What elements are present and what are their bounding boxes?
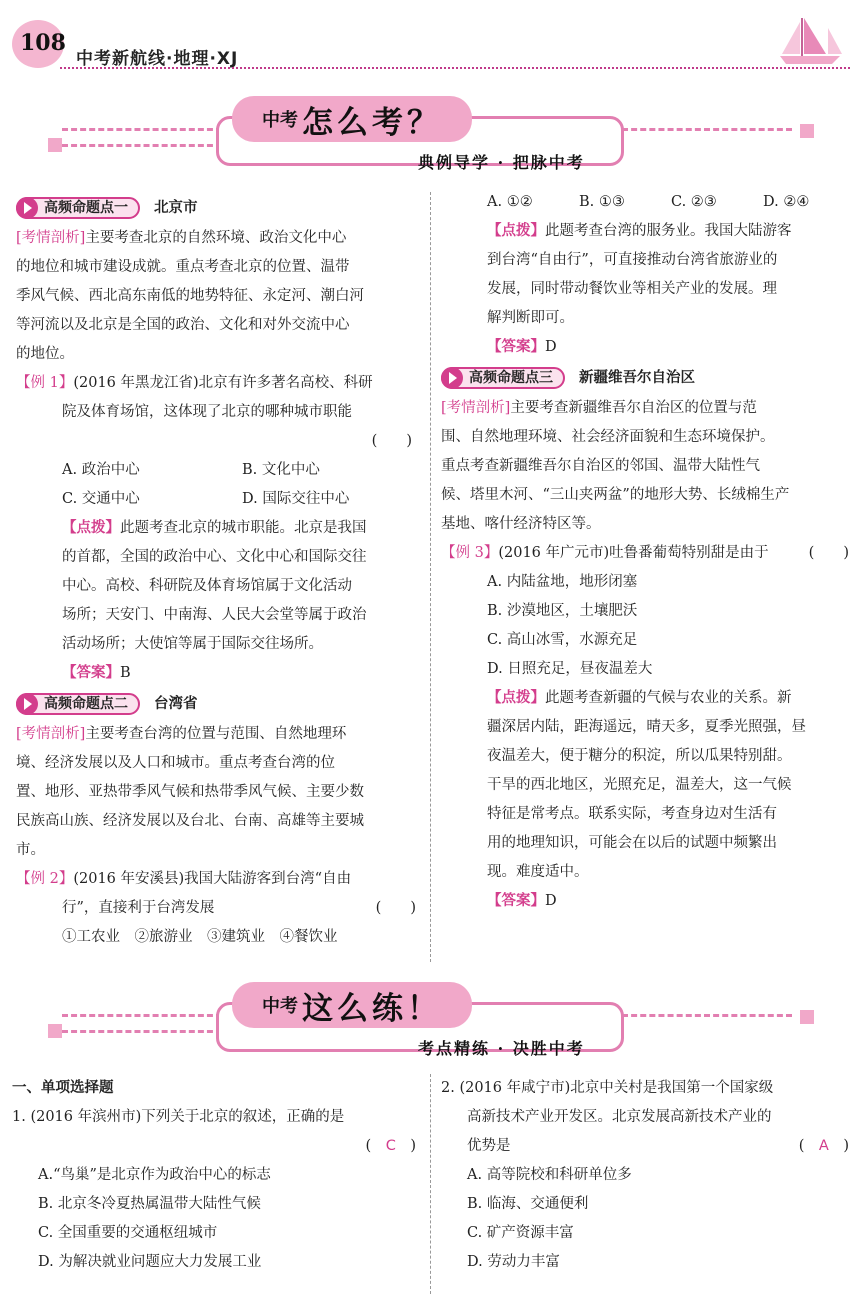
text-line: 置、地形、亚热带季风气候和热带季风气候、主要少数: [16, 784, 364, 800]
analysis-tag: [考情剖析]: [441, 400, 511, 416]
answer-value: C: [385, 1138, 396, 1154]
text-line: 民族高山族、经济发展以及台北、台南、高雄等主要城: [16, 813, 364, 829]
option: C. 矿产资源丰富: [467, 1225, 574, 1241]
option: A. 内陆盆地，地形闭塞: [487, 574, 638, 590]
options-row: [441, 188, 849, 217]
text-line: (2016 年安溪县)我国大陆游客到台湾“自由: [73, 871, 352, 887]
question-2: 2. (2016 年咸宁市)北京中关村是我国第一个国家级: [441, 1080, 774, 1096]
option: B. 文化中心: [242, 462, 320, 478]
option: C. 全国重要的交通枢纽城市: [38, 1225, 218, 1241]
options-row: [16, 456, 416, 485]
left-column: [16, 192, 416, 952]
hint-tag: 【点拨】: [62, 520, 120, 536]
option: D. 劳动力丰富: [467, 1254, 560, 1270]
topic-heading-3: [441, 364, 849, 392]
answer-value: D: [545, 893, 557, 909]
topic-pill: [441, 367, 565, 389]
text-line: 特征是常考点。联系实际，考查身边对生活有: [487, 806, 777, 822]
option: B. 临海、交通便利: [467, 1196, 589, 1212]
text-line: (2016 年黑龙江省)北京有许多著名高校、科研: [73, 375, 373, 391]
example-tag: 【例 2】: [16, 871, 74, 887]
text-line: 到台湾“自由行”，可直接推动台湾省旅游业的: [487, 252, 778, 268]
banner-small-text: 中考: [262, 110, 298, 131]
text-line: 围、自然地理环境、社会经济面貌和生态环境保护。: [441, 429, 775, 445]
topic-name: 新疆维吾尔自治区: [579, 369, 695, 386]
text-line: 活动场所；大使馆等属于国际交往场所。: [62, 636, 323, 652]
analysis-paragraph: [16, 720, 416, 865]
option: B. 北京冬冷夏热属温带大陆性气候: [38, 1196, 261, 1212]
answer-paren: ( A ): [798, 1138, 849, 1154]
page-number: 108: [20, 30, 66, 56]
topic-name: 台湾省: [154, 695, 198, 712]
text-line: 候、塔里木河、“三山夹两盆”的地形大势、长绒棉生产: [441, 487, 790, 503]
hint-tag: 【点拨】: [487, 690, 545, 706]
text-line: 此题考查北京的城市职能。北京是我国: [120, 520, 367, 536]
option: A.“鸟巢”是北京作为政治中心的标志: [38, 1167, 271, 1183]
option: D. 日照充足，昼夜温差大: [487, 661, 653, 677]
text-line: 市。: [16, 842, 45, 858]
text-line: 疆深居内陆，距海遥远，晴天多，夏季光照强，昼: [487, 719, 806, 735]
option: B. 沙漠地区，土壤肥沃: [487, 603, 638, 619]
right-column: [441, 188, 849, 916]
text-line: 现。难度适中。: [487, 864, 589, 880]
banner-dash-right: [622, 128, 792, 131]
option: D. ②④: [763, 194, 810, 210]
option: A. 高等院校和科研单位多: [467, 1167, 632, 1183]
banner-subtitle: 典例导学 · 把脉中考: [418, 153, 585, 172]
answer-value: D: [545, 339, 557, 355]
banner-square-right: [800, 1010, 814, 1024]
example-tag: 【例 3】: [441, 545, 499, 561]
banner-dash-left: [62, 1014, 222, 1017]
text-line: 境、经济发展以及人口和城市。重点考查台湾的位: [16, 755, 335, 771]
banner-square-right: [800, 124, 814, 138]
answer-tag: 【答案】: [62, 665, 120, 681]
example-1: [16, 369, 416, 688]
book-title: 中考新航线·地理·XJ: [76, 49, 239, 69]
analysis-tag: [考情剖析]: [16, 726, 86, 742]
banner-subtitle: 考点精练 · 决胜中考: [418, 1039, 585, 1058]
banner-square-left: [48, 1024, 62, 1038]
text-line: 用的地理知识，可能会在以后的试题中频繁出: [487, 835, 777, 851]
question-1: 1. (2016 年滨州市)下列关于北京的叙述，正确的是: [12, 1109, 345, 1125]
text-line: 此题考查台湾的服务业。我国大陆游客: [545, 223, 792, 239]
text-line: 重点考查新疆维吾尔自治区的邻国、温带大陆性气: [441, 458, 760, 474]
text-line: 夜温差大，便于糖分的积淀，所以瓜果特别甜。: [487, 748, 792, 764]
text-line: 季风气候、西北高东南低的地势特征、永定河、潮白河: [16, 288, 364, 304]
text-line: 优势是 ( A ): [441, 1132, 849, 1161]
banner-square-left: [48, 138, 62, 152]
banner-how-practiced: [0, 978, 860, 1058]
banner-title-tag: [232, 982, 472, 1028]
text-line: 【例 3】(2016 年广元市)吐鲁番葡萄特别甜是由于 ( ): [441, 539, 849, 568]
answer-paren: ( C ): [365, 1138, 416, 1154]
page-header: [0, 0, 860, 80]
hint-tag: 【点拨】: [487, 223, 545, 239]
banner-how-tested: [0, 92, 860, 172]
banner-dash-right: [622, 1014, 792, 1017]
exercise-right: [441, 1074, 849, 1277]
example-3: [441, 539, 849, 916]
analysis-paragraph: [16, 224, 416, 369]
option: C. 交通中心: [62, 491, 140, 507]
play-arrow-icon: [16, 197, 38, 219]
answer-paren: ( ): [808, 545, 849, 561]
sailing-ship-logo: [770, 16, 850, 68]
hint-paragraph: [441, 217, 849, 362]
text-line: 的地位。: [16, 346, 74, 362]
text-line: 高新技术产业开发区。北京发展高新技术产业的: [467, 1109, 772, 1125]
answer-value: B: [120, 665, 131, 681]
text-line: 场所；天安门、中南海、人民大会堂等属于政治: [62, 607, 367, 623]
hint-paragraph: [16, 514, 416, 688]
text-line: 院及体育场馆，这体现了北京的哪种城市职能: [62, 404, 352, 420]
column-divider: [430, 1074, 431, 1294]
header-rule: [60, 67, 850, 69]
text-line: 的首都，全国的政治中心、文化中心和国际交往: [62, 549, 367, 565]
text-line: 等河流以及北京是全国的政治、文化和对外交流中心: [16, 317, 350, 333]
banner-big-text: 这么练！: [302, 990, 442, 1027]
banner-dash-left: [62, 128, 222, 131]
text-line: 中心。高校、科研院及体育场馆属于文化活动: [62, 578, 352, 594]
option: D. 国际交往中心: [242, 491, 350, 507]
option: D. 为解决就业问题应大力发展工业: [38, 1254, 262, 1270]
topic-heading-1: [16, 194, 416, 222]
play-arrow-icon: [441, 367, 463, 389]
text-line: 此题考查新疆的气候与农业的关系。新: [545, 690, 792, 706]
text-line: 主要考查新疆维吾尔自治区的位置与范: [510, 400, 757, 416]
text-line: 解判断即可。: [487, 310, 574, 326]
exercise-left: [12, 1074, 420, 1277]
example-2: [16, 865, 416, 952]
option: B. ①③: [579, 194, 625, 210]
option: C. 高山冰雪，水源充足: [487, 632, 638, 648]
section-title: 一、单项选择题: [12, 1080, 114, 1096]
answer-tag: 【答案】: [487, 893, 545, 909]
topic-label: 高频命题点三: [469, 369, 553, 386]
option: A. 政治中心: [62, 462, 140, 478]
options-row: [16, 485, 416, 514]
topic-label: 高频命题点二: [44, 695, 128, 712]
banner-big-text: 怎么考？: [302, 104, 442, 141]
answer-tag: 【答案】: [487, 339, 545, 355]
choices-line: ①工农业 ②旅游业 ③建筑业 ④餐饮业: [62, 929, 338, 945]
topic-pill: [16, 197, 140, 219]
text-line: 基地、喀什经济特区等。: [441, 516, 601, 532]
topic-name: 北京市: [154, 199, 198, 216]
text-line: 主要考查台湾的位置与范围、自然地理环: [85, 726, 347, 742]
text-line: 发展，同时带动餐饮业等相关产业的发展。理: [487, 281, 777, 297]
text-line: 的地位和城市建设成就。重点考查北京的位置、温带: [16, 259, 350, 275]
option: C. ②③: [671, 194, 717, 210]
column-divider: [430, 192, 431, 962]
text-line: 行”，直接利于台湾发展 ( ): [16, 894, 416, 923]
topic-label: 高频命题点一: [44, 199, 128, 216]
option: A. ①②: [487, 194, 533, 210]
analysis-paragraph: [441, 394, 849, 539]
example-tag: 【例 1】: [16, 375, 74, 391]
analysis-tag: [考情剖析]: [16, 230, 86, 246]
play-arrow-icon: [16, 693, 38, 715]
answer-paren: ( ): [371, 433, 412, 449]
hint-paragraph: [441, 684, 849, 916]
banner-small-text: 中考: [262, 996, 298, 1017]
answer-paren: ( ): [375, 900, 416, 916]
text-line: 主要考查北京的自然环境、政治文化中心: [85, 230, 347, 246]
topic-heading-2: [16, 690, 416, 718]
answer-value: A: [818, 1138, 829, 1154]
topic-pill: [16, 693, 140, 715]
text-line: 干旱的西北地区，光照充足，温差大，这一气候: [487, 777, 792, 793]
banner-title-tag: [232, 96, 472, 142]
